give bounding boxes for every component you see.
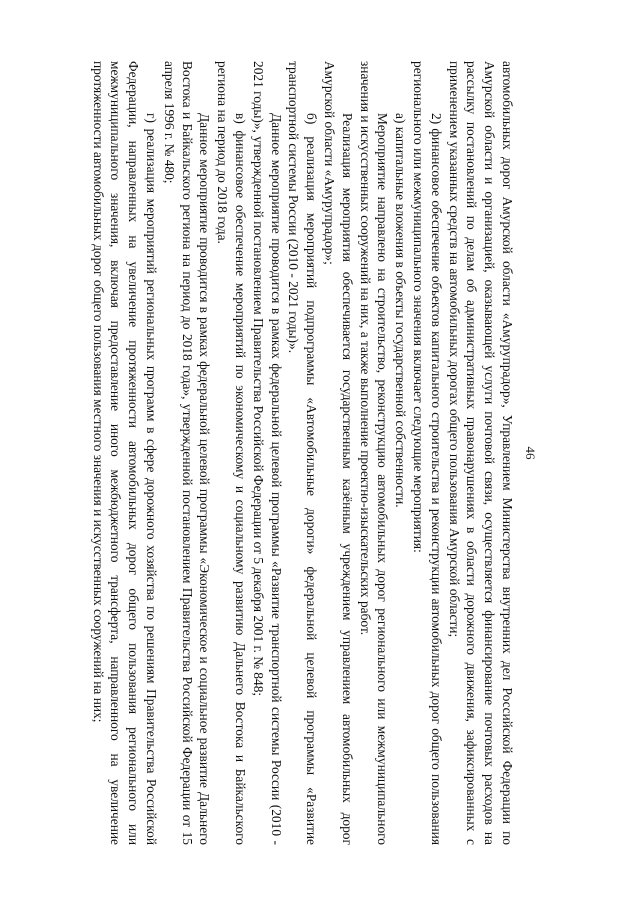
paragraph: Данное мероприятие проводится в рамках федеральной целевой программы «Развитие транспортной системы России (2010 - 2021 годы)», утвержденной постановлением Правительства Российской Федерации от 5 декабря 2001 г. № 848; [250,60,284,845]
paragraph: Реализация мероприятия обеспечивается государственным казённым учреждением управлением автомобильных дорог Амурской области «Амурупрадор»; [322,60,355,845]
paragraph: 2) финансовое обеспечение объектов капитального строительства и реконструкции автомобильных дорог общего пользования регионального или межмуниципального значения включает следующие мероприятия: [411,60,444,845]
paragraph: г) реализация мероприятий региональных программ в сфере дорожного хозяйства по решениям Правительства Российской Федерации, направленных на увеличение протяженности автомобильных дорог общего пользования регионального или межмуниципального значения, включая предоставление иного межбюджетного трансферта, направленного на увеличение протяженности автомобильных дорог общего пользования местного значения и искусственных сооружений на них; [90,60,160,845]
paragraph: а) капитальные вложения в объекты государственной собственности. [393,112,409,508]
paragraph: в) финансовое обеспечение мероприятий по экономическому и социальному развитию Дальнего Востока и Байкальского региона на период до 2018 года. [215,60,249,845]
document-body [89,61,516,845]
page-number: 46 [523,446,538,459]
paragraph: Данное мероприятие проводится в рамках федеральной целевой программы «Экономическое и социальное развитие Дальнего Востока и Байкальского региона на период до 2018 года», утвержденной постановлением Правительства Российской Федерации от 15 апреля 1996 г. № 480; [161,60,213,845]
paragraph: Мероприятие направлено на строительство, реконструкцию автомобильных дорог регионального или межмуниципального значения и искусственных сооружений на них, а также выполнение проектно-изыскательских работ. [357,60,391,845]
rotated-page-content [90,53,546,853]
paragraph: б) реализация мероприятий подпрограммы «Автомобильные дороги» федеральной целевой программы «Развитие транспортной системы России (2010 - 2021 годы)». [286,60,320,845]
paragraph: автомобильных дорог Амурской области «Амурупрадор», Управлением Министерства внутренних дел Российской Федерации по Амурской области и организацией, оказывающей услуги почтовой связи, осуществляется финансирование почтовых расходов на рассылку постановлений по делам об административных правонарушениях в области дорожного движения, зафиксированных с применением указанных средств на автомобильных дорогах общего пользования Амурской области; [446,60,515,845]
